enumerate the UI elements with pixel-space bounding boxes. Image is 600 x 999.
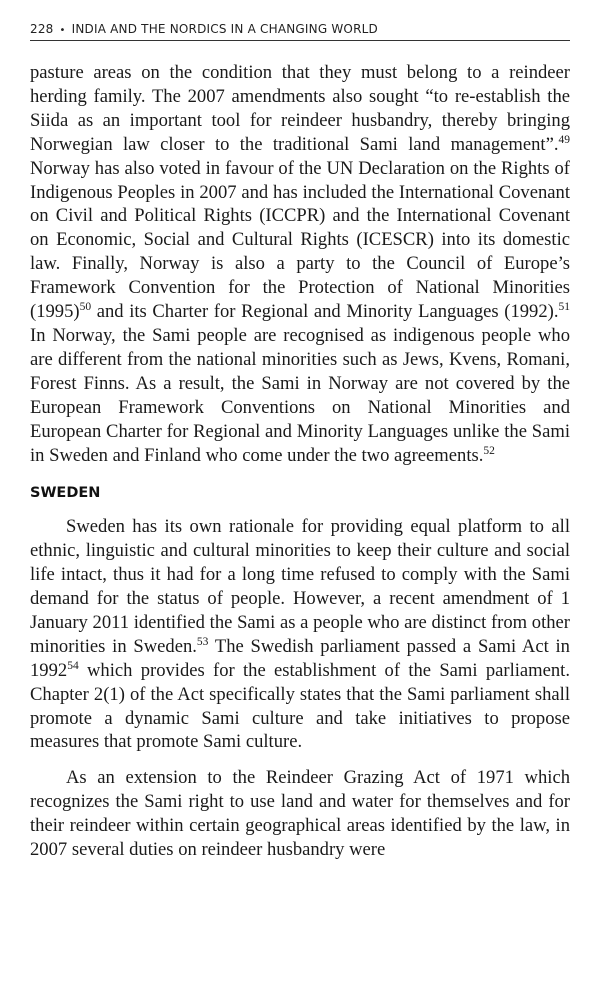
page-body [30,61,570,862]
footnote-ref-54: 54 [67,659,79,672]
paragraph-text: Norway has also voted in favour of the UN Declaration on the Rights of Indigenous Peoples in 2007 and has included the International Covenant on Civil and Political Rights (ICCPR) and the International Covenant on Economic, Social and Cultural Rights (ICESCR) into its domestic law. Finally, Norway is also a party to the Council of Europe’s Framework Convention for the Protection of National Minorities (1995) [30,157,570,323]
paragraph-text: and its Charter for Regional and Minority Languages (1992). [91,301,559,323]
section-heading-sweden: SWEDEN [30,485,101,502]
footnote-ref-53: 53 [196,635,209,648]
footnote-ref-49: 49 [558,133,570,146]
paragraph-sweden-rationale [30,515,570,754]
running-title: INDIA AND THE NORDICS IN A CHANGING WORLD [71,22,378,36]
book-page [30,22,570,862]
paragraph-text: Sweden has its own rationale for providing equal platform to all ethnic, linguistic and cultural minorities to keep their culture and social life intact, thus it had for a long time refused to comply with the Sami demand for the status of people. However, a recent amendment of 1 January 2011 identified the Sami as a people who are distinct from other minorities in Sweden. [30,516,570,657]
running-header [30,22,570,41]
footnote-ref-50: 50 [79,301,92,314]
paragraph-reindeer-grazing-act [30,766,570,862]
paragraph-text: In Norway, the Sami people are recognised as indigenous people who are different from the national minorities such as Jews, Kvens, Romani, Forest Finns. As a result, the Sami in Norway are not covered by the European Framework Conventions on National Minorities and European Charter for Regional and Minority Languages unlike the Sami in Sweden and Finland who come under the two agreements. [30,324,570,466]
page-number: 228 [30,22,54,36]
footnote-ref-52: 52 [483,444,495,457]
header-bullet: • [59,25,66,36]
paragraph-text: pasture areas on the condition that they must belong to a reindeer herding family. The 2007 amendments also sought “to re-establish the Siida as an important tool for reindeer husbandry, thereby bringing Norwegian law closer to the traditional Sami land management”. [30,62,570,155]
paragraph-text: The Swedish parliament passed a Sami Act in 1992 [30,635,570,681]
paragraph-norway-continued [30,61,570,467]
paragraph-text: As an extension to the Reindeer Grazing Act of 1971 which recognizes the Sami right to use land and water for themselves and for their reindeer within certain geographical areas identified by the law, in 2007 several duties on reindeer husbandry were [30,767,570,861]
footnote-ref-51: 51 [558,301,570,314]
paragraph-text: which provides for the establishment of the Sami parliament. Chapter 2(1) of the Act specifically states that the Sami parliament shall promote a dynamic Sami culture and take initiatives to propose measures that promote Sami culture. [30,659,570,753]
